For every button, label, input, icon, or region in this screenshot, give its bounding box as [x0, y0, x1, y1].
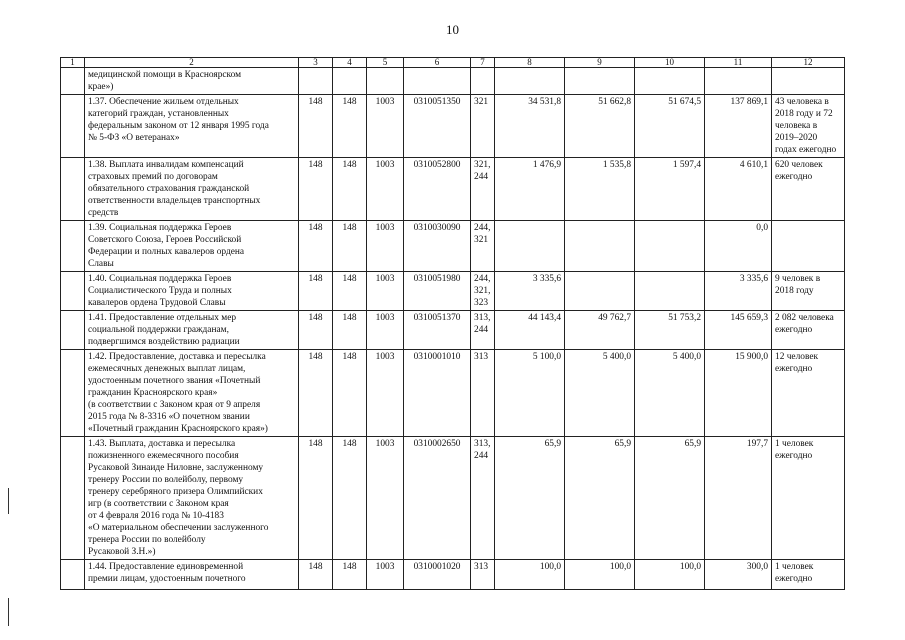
- amount-2018-cell: 44 143,4: [495, 311, 565, 350]
- description-line: страховых премий по договорам: [88, 172, 218, 182]
- description-line: «Почетный гражданин Красноярского края»): [88, 424, 268, 434]
- description-line: ответственности владельцев транспортных: [88, 196, 261, 206]
- measure-description-cell: [85, 560, 299, 590]
- amount-2020-cell: [635, 272, 705, 311]
- amount-2020-cell: 65,9: [635, 437, 705, 560]
- target-article-cell: 0310051980: [404, 272, 471, 311]
- measure-description-cell: [85, 272, 299, 311]
- description-line: 1.39. Социальная поддержка Героев: [88, 223, 232, 233]
- amount-2019-cell: 49 762,7: [565, 311, 635, 350]
- table-body: [61, 68, 845, 590]
- column-number-row: [61, 58, 845, 68]
- description-line: социальной поддержки гражданам,: [88, 325, 229, 335]
- target-article-cell: 0310030090: [404, 221, 471, 272]
- description-line: крае»): [88, 82, 114, 92]
- section-code-cell: 1003: [367, 350, 404, 437]
- measure-description-cell: [85, 221, 299, 272]
- table-row: [61, 272, 845, 311]
- section-code-cell: 1003: [367, 221, 404, 272]
- target-article-cell: 0310001010: [404, 350, 471, 437]
- column-header: 10: [635, 58, 705, 68]
- ministry-code-cell: 148: [299, 311, 333, 350]
- table-row: [61, 437, 845, 560]
- expense-type-cell: 321, 244: [471, 158, 495, 221]
- amount-2020-cell: [635, 68, 705, 95]
- description-line: 1.38. Выплата инвалидам компенсаций: [88, 160, 244, 170]
- expense-type-cell: 313, 244: [471, 437, 495, 560]
- column-header: 3: [299, 58, 333, 68]
- row-number-cell: [61, 272, 85, 311]
- ministry-code-cell: 148: [299, 350, 333, 437]
- amount-total-cell: 145 659,3: [705, 311, 772, 350]
- measure-description-cell: [85, 158, 299, 221]
- description-line: пожизненного ежемесячного пособия: [88, 451, 239, 461]
- amount-2020-cell: 100,0: [635, 560, 705, 590]
- description-line: ежемесячных денежных выплат лицам,: [88, 364, 246, 374]
- description-line: Русаковой З.Н.»): [88, 547, 156, 557]
- expected-result-cell: 12 человек ежегодно: [772, 350, 845, 437]
- target-article-cell: 0310051370: [404, 311, 471, 350]
- description-line: премии лицам, удостоенным почетного: [88, 574, 246, 584]
- margin-mark: [8, 488, 9, 514]
- column-header: 6: [404, 58, 471, 68]
- column-header: 9: [565, 58, 635, 68]
- measure-description-cell: [85, 311, 299, 350]
- description-line: 1.42. Предоставление, доставка и пересылка: [88, 352, 266, 362]
- amount-2018-cell: 5 100,0: [495, 350, 565, 437]
- expected-result-cell: [772, 68, 845, 95]
- amount-2018-cell: [495, 68, 565, 95]
- expected-result-cell: 9 человек в 2018 году: [772, 272, 845, 311]
- amount-total-cell: [705, 68, 772, 95]
- expense-type-cell: 313, 244: [471, 311, 495, 350]
- description-line: Федерации и полных кавалеров ордена: [88, 247, 245, 257]
- ministry-code-cell: [299, 68, 333, 95]
- description-line: удостоенным почетного звания «Почетный: [88, 376, 261, 386]
- row-number-cell: [61, 68, 85, 95]
- description-line: Советского Союза, Героев Российской: [88, 235, 242, 245]
- description-line: категорий граждан, установленных: [88, 109, 229, 119]
- agency-code-cell: 148: [333, 311, 367, 350]
- amount-total-cell: 137 869,1: [705, 95, 772, 158]
- column-header: 4: [333, 58, 367, 68]
- description-line: Русаковой Зинаиде Ниловне, заслуженному: [88, 463, 264, 473]
- expense-type-cell: 244, 321, 323: [471, 272, 495, 311]
- page-number: 10: [446, 22, 459, 37]
- section-code-cell: 1003: [367, 311, 404, 350]
- amount-total-cell: 0,0: [705, 221, 772, 272]
- description-line: медицинской помощи в Красноярском: [88, 70, 242, 80]
- expected-result-cell: 620 человек ежегодно: [772, 158, 845, 221]
- agency-code-cell: 148: [333, 221, 367, 272]
- amount-total-cell: 3 335,6: [705, 272, 772, 311]
- column-header: 11: [705, 58, 772, 68]
- expense-type-cell: 313: [471, 350, 495, 437]
- row-number-cell: [61, 350, 85, 437]
- measure-description-cell: [85, 68, 299, 95]
- row-number-cell: [61, 311, 85, 350]
- description-line: 2015 года № 8-3316 «О почетном звании: [88, 412, 250, 422]
- target-article-cell: 0310002650: [404, 437, 471, 560]
- measure-description-cell: [85, 350, 299, 437]
- amount-total-cell: 300,0: [705, 560, 772, 590]
- amount-2019-cell: [565, 272, 635, 311]
- table-row: [61, 560, 845, 590]
- amount-2018-cell: 34 531,8: [495, 95, 565, 158]
- ministry-code-cell: 148: [299, 272, 333, 311]
- amount-total-cell: 197,7: [705, 437, 772, 560]
- measure-description-cell: [85, 95, 299, 158]
- ministry-code-cell: 148: [299, 158, 333, 221]
- amount-2020-cell: 1 597,4: [635, 158, 705, 221]
- amount-2020-cell: 5 400,0: [635, 350, 705, 437]
- section-code-cell: 1003: [367, 437, 404, 560]
- amount-2019-cell: [565, 221, 635, 272]
- amount-2018-cell: 100,0: [495, 560, 565, 590]
- description-line: тренеру серебряного призера Олимпийских: [88, 487, 263, 497]
- description-line: средств: [88, 208, 119, 218]
- amount-2019-cell: 1 535,8: [565, 158, 635, 221]
- agency-code-cell: 148: [333, 560, 367, 590]
- column-header: 8: [495, 58, 565, 68]
- description-line: 1.41. Предоставление отдельных мер: [88, 313, 237, 323]
- expected-result-cell: 43 человека в 2018 году и 72 человека в 2019–2020 годах ежегодно: [772, 95, 845, 158]
- description-line: № 5-ФЗ «О ветеранах»: [88, 133, 180, 143]
- description-line: 1.43. Выплата, доставка и пересылка: [88, 439, 236, 449]
- column-header: 5: [367, 58, 404, 68]
- section-code-cell: [367, 68, 404, 95]
- description-line: 1.40. Социальная поддержка Героев: [88, 274, 232, 284]
- target-article-cell: 0310001020: [404, 560, 471, 590]
- expected-result-cell: 2 082 человека ежегодно: [772, 311, 845, 350]
- amount-2020-cell: 51 753,2: [635, 311, 705, 350]
- description-line: федеральным законом от 12 января 1995 года: [88, 121, 269, 131]
- column-header: 2: [85, 58, 299, 68]
- table-row: [61, 350, 845, 437]
- expense-type-cell: 321: [471, 95, 495, 158]
- description-line: тренера России по волейболу: [88, 535, 206, 545]
- description-line: Славы: [88, 259, 114, 269]
- description-line: игр (в соответствии с Законом края: [88, 499, 229, 509]
- row-number-cell: [61, 221, 85, 272]
- description-line: (в соответствии с Законом края от 9 апреля: [88, 400, 261, 410]
- agency-code-cell: 148: [333, 95, 367, 158]
- agency-code-cell: 148: [333, 437, 367, 560]
- expected-result-cell: [772, 221, 845, 272]
- row-number-cell: [61, 95, 85, 158]
- target-article-cell: 0310052800: [404, 158, 471, 221]
- row-number-cell: [61, 560, 85, 590]
- ministry-code-cell: 148: [299, 221, 333, 272]
- section-code-cell: 1003: [367, 158, 404, 221]
- table-row: [61, 221, 845, 272]
- agency-code-cell: [333, 68, 367, 95]
- expense-type-cell: 313: [471, 560, 495, 590]
- description-line: тренеру России по волейболу, первому: [88, 475, 244, 485]
- margin-mark: [8, 598, 9, 626]
- description-line: «О материальном обеспечении заслуженного: [88, 523, 269, 533]
- amount-total-cell: 4 610,1: [705, 158, 772, 221]
- column-header: 12: [772, 58, 845, 68]
- amount-2019-cell: 51 662,8: [565, 95, 635, 158]
- section-code-cell: 1003: [367, 560, 404, 590]
- expense-type-cell: [471, 68, 495, 95]
- amount-2018-cell: 1 476,9: [495, 158, 565, 221]
- row-number-cell: [61, 158, 85, 221]
- table-row: [61, 158, 845, 221]
- amount-2020-cell: [635, 221, 705, 272]
- table-row: [61, 95, 845, 158]
- description-line: обязательного страхования гражданской: [88, 184, 250, 194]
- expense-type-cell: 244, 321: [471, 221, 495, 272]
- amount-total-cell: 15 900,0: [705, 350, 772, 437]
- column-header: 1: [61, 58, 85, 68]
- ministry-code-cell: 148: [299, 437, 333, 560]
- description-line: гражданин Красноярского края»: [88, 388, 218, 398]
- section-code-cell: 1003: [367, 95, 404, 158]
- description-line: подвергшимся воздействию радиации: [88, 337, 240, 347]
- target-article-cell: [404, 68, 471, 95]
- expected-result-cell: 1 человек ежегодно: [772, 560, 845, 590]
- amount-2019-cell: 100,0: [565, 560, 635, 590]
- description-line: кавалеров ордена Трудовой Славы: [88, 298, 226, 308]
- measure-description-cell: [85, 437, 299, 560]
- section-code-cell: 1003: [367, 272, 404, 311]
- program-measures-table: [60, 57, 845, 590]
- amount-2019-cell: 65,9: [565, 437, 635, 560]
- ministry-code-cell: 148: [299, 95, 333, 158]
- table-row: [61, 68, 845, 95]
- agency-code-cell: 148: [333, 272, 367, 311]
- amount-2018-cell: [495, 221, 565, 272]
- ministry-code-cell: 148: [299, 560, 333, 590]
- description-line: Социалистического Труда и полных: [88, 286, 232, 296]
- description-line: от 4 февраля 2016 года № 10-4183: [88, 511, 224, 521]
- expected-result-cell: 1 человек ежегодно: [772, 437, 845, 560]
- table-row: [61, 311, 845, 350]
- amount-2019-cell: [565, 68, 635, 95]
- description-line: 1.37. Обеспечение жильем отдельных: [88, 97, 239, 107]
- column-header: 7: [471, 58, 495, 68]
- description-line: 1.44. Предоставление единовременной: [88, 562, 244, 572]
- agency-code-cell: 148: [333, 158, 367, 221]
- target-article-cell: 0310051350: [404, 95, 471, 158]
- agency-code-cell: 148: [333, 350, 367, 437]
- amount-2020-cell: 51 674,5: [635, 95, 705, 158]
- amount-2018-cell: 3 335,6: [495, 272, 565, 311]
- amount-2018-cell: 65,9: [495, 437, 565, 560]
- amount-2019-cell: 5 400,0: [565, 350, 635, 437]
- row-number-cell: [61, 437, 85, 560]
